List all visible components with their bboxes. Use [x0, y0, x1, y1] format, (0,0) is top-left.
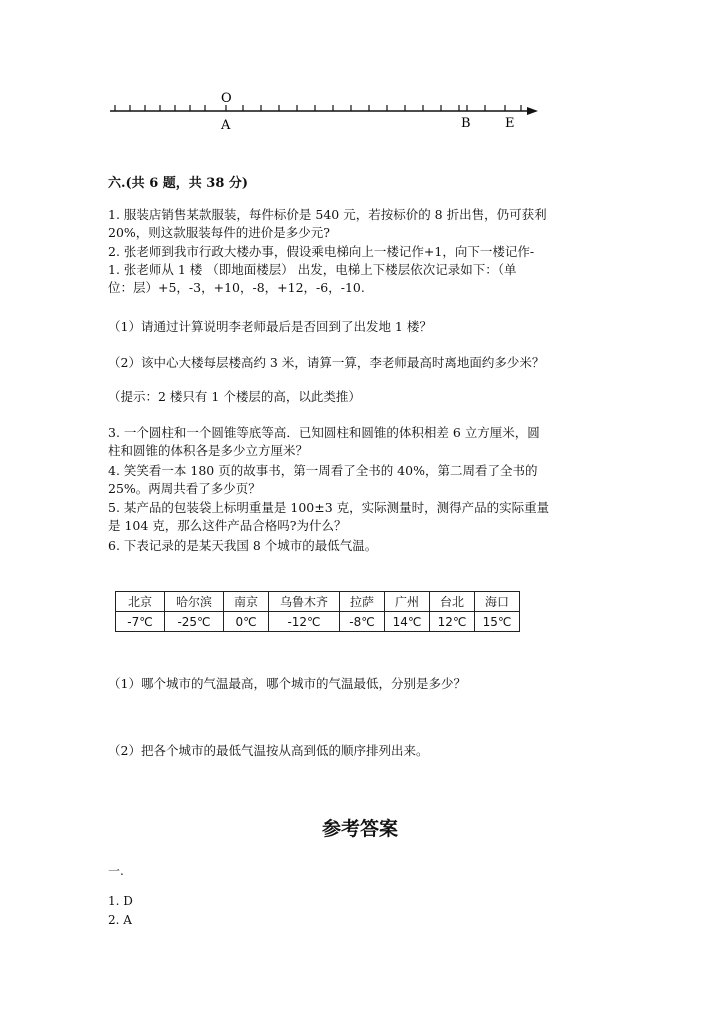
number-line — [105, 85, 545, 135]
question-2-sub1: （1）请通过计算说明李老师最后是否回到了出发地 1 楼？ — [108, 319, 432, 334]
label-origin: O — [221, 91, 232, 106]
table-cell: 广州 — [385, 592, 430, 612]
label-b: B — [461, 116, 471, 131]
question-2 — [108, 243, 618, 297]
question-2-hint: （提示：2 楼只有 1 个楼层的高，以此类推） — [108, 389, 361, 404]
tick-marks — [115, 105, 521, 111]
label-e: E — [505, 116, 515, 131]
answer-title: 参考答案 — [321, 818, 398, 840]
table-cell: 台北 — [430, 592, 475, 612]
table-cell: 15℃ — [475, 612, 520, 632]
question-6-sub1: （1）哪个城市的气温最高，哪个城市的气温最低，分别是多少？ — [108, 676, 466, 691]
table-cell: 12℃ — [430, 612, 475, 632]
table-cell: 哈尔滨 — [165, 592, 224, 612]
question-line: 25%。两周共看了多少页？ — [108, 481, 261, 496]
table-cell: 乌鲁木齐 — [269, 592, 340, 612]
question-line: 20%，则这款服装每件的进价是多少元? — [108, 225, 330, 240]
table-row — [116, 592, 520, 612]
table-cell: 海口 — [475, 592, 520, 612]
table-cell: 拉萨 — [340, 592, 385, 612]
table-cell: -25℃ — [165, 612, 224, 632]
table-cell: 南京 — [224, 592, 269, 612]
label-a: A — [221, 118, 231, 133]
table-row — [116, 612, 520, 632]
question-6-sub2: （2）把各个城市的最低气温按从高到低的顺序排列出来。 — [108, 743, 429, 758]
question-5 — [108, 499, 618, 535]
question-line: 2. 张老师到我市行政大楼办事，假设乘电梯向上一楼记作+1，向下一楼记作- — [108, 244, 535, 259]
table-cell: 0℃ — [224, 612, 269, 632]
question-line: 4. 笑笑看一本 180 页的故事书，第一周看了全书的 40%，第二周看了全书的 — [108, 463, 538, 478]
question-line: 3. 一个圆柱和一个圆锥等底等高．已知圆柱和圆锥的体积相差 6 立方厘米，圆 — [108, 425, 540, 440]
question-line: 1. 服装店销售某款服装，每件标价是 540 元，若按标价的 8 折出售，仍可获利 — [108, 207, 547, 222]
answer-section: 一. — [108, 864, 124, 878]
answer-item: 1. D — [108, 894, 133, 908]
question-line: 5. 某产品的包装袋上标明重量是 100±3 克，实际测量时，测得产品的实际重量 — [108, 500, 550, 515]
question-1 — [108, 206, 618, 242]
table-cell: 14℃ — [385, 612, 430, 632]
table-cell: 北京 — [116, 592, 165, 612]
answer-item: 2. A — [108, 913, 132, 927]
question-line: 位：层）+5，-3，+10，-8，+12，-6，-10. — [108, 280, 365, 295]
arrow-icon — [527, 107, 538, 115]
question-line: 1. 张老师从 1 楼 （即地面楼层） 出发，电梯上下楼层依次记录如下：（单 — [108, 262, 517, 277]
question-line: 柱和圆锥的体积各是多少立方厘米？ — [108, 443, 309, 458]
temperature-table — [115, 591, 520, 632]
table-cell: -8℃ — [340, 612, 385, 632]
question-6: 6. 下表记录的是某天我国 8 个城市的最低气温。 — [108, 538, 378, 553]
table-cell: -7℃ — [116, 612, 165, 632]
table-cell: -12℃ — [269, 612, 340, 632]
question-4 — [108, 462, 618, 498]
question-2-sub2: （2）该中心大楼每层楼高约 3 米，请算一算，李老师最高时离地面约多少米？ — [108, 355, 545, 370]
question-3 — [108, 424, 618, 460]
question-line: 是 104 克，那么这件产品合格吗?为什么？ — [108, 518, 347, 533]
section-title: 六.(共 6 题，共 38 分) — [108, 176, 249, 191]
